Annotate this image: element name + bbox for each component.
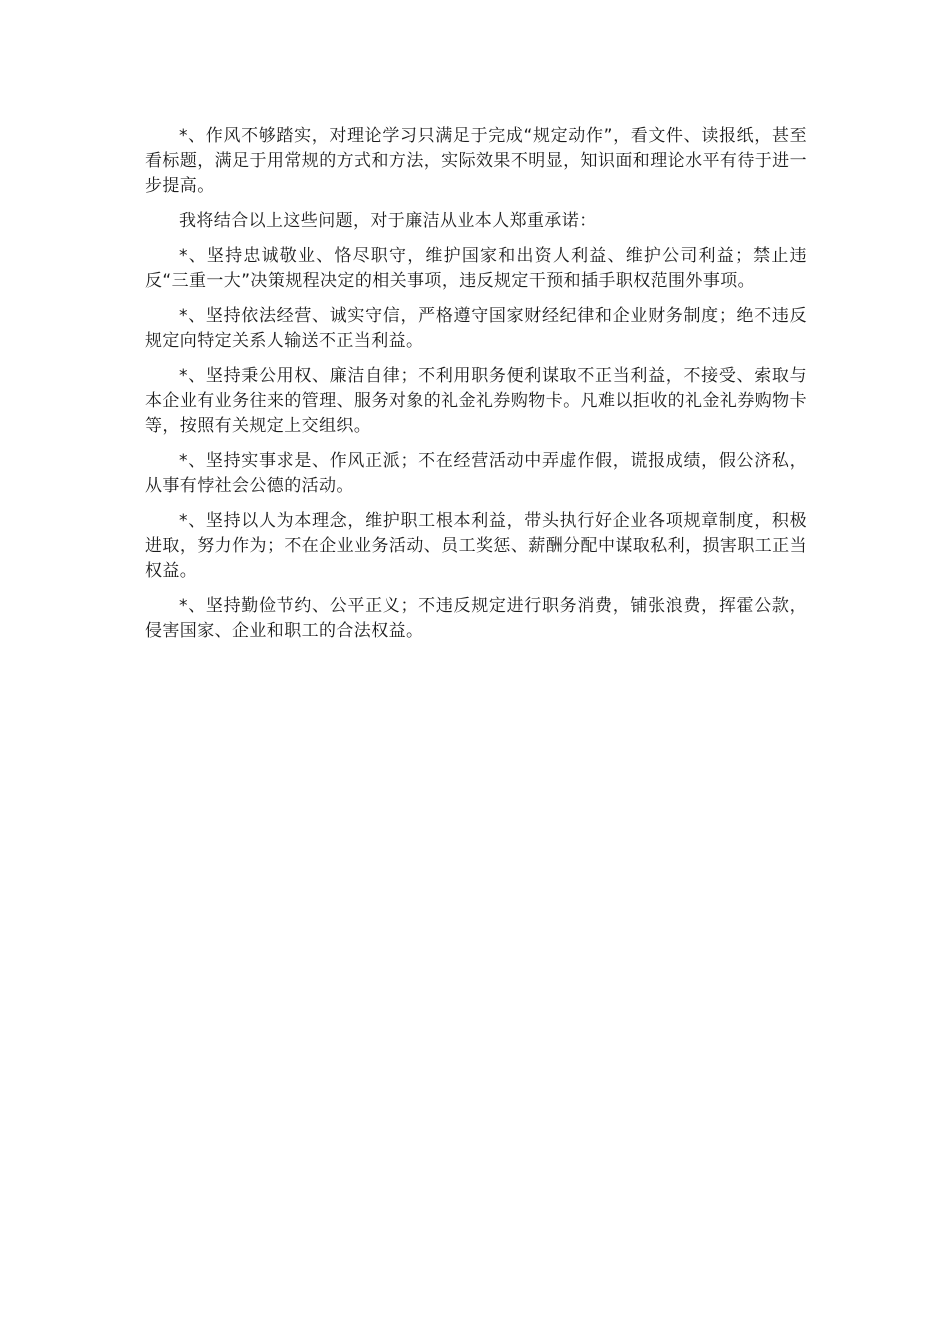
document-body <box>145 124 807 654</box>
paragraph-work-style: *、作风不够踏实，对理论学习只满足于完成“规定动作”，看文件、读报纸，甚至看标题，满足于用常规的方式和方法，实际效果不明显，知识面和理论水平有待于进一步提高。 <box>145 126 807 196</box>
paragraph-pledge-integrity: *、坚持秉公用权、廉洁自律；不利用职务便利谋取不正当利益，不接受、索取与本企业有业务往来的管理、服务对象的礼金礼券购物卡。凡难以拒收的礼金礼券购物卡等，按照有关规定上交组织。 <box>145 366 807 436</box>
paragraph-pledge-intro: 我将结合以上这些问题，对于廉洁从业本人郑重承诺： <box>179 211 597 231</box>
paragraph-pledge-lawful-operation: *、坚持依法经营、诚实守信，严格遵守国家财经纪律和企业财务制度；绝不违反规定向特定关系人输送不正当利益。 <box>145 306 807 351</box>
paragraph-pledge-people-oriented: *、坚持以人为本理念，维护职工根本利益，带头执行好企业各项规章制度，积极进取，努力作为；不在企业业务活动、员工奖惩、薪酬分配中谋取私利，损害职工正当权益。 <box>145 511 807 581</box>
paragraph-pledge-loyalty: *、坚持忠诚敬业、恪尽职守，维护国家和出资人利益、维护公司利益；禁止违反“三重一大”决策规程决定的相关事项，违反规定干预和插手职权范围外事项。 <box>145 246 807 291</box>
paragraph-pledge-honesty: *、坚持实事求是、作风正派；不在经营活动中弄虚作假，谎报成绩，假公济私，从事有悖社会公德的活动。 <box>145 451 807 496</box>
paragraph-pledge-frugality: *、坚持勤俭节约、公平正义；不违反规定进行职务消费，铺张浪费，挥霍公款，侵害国家、企业和职工的合法权益。 <box>145 596 807 641</box>
